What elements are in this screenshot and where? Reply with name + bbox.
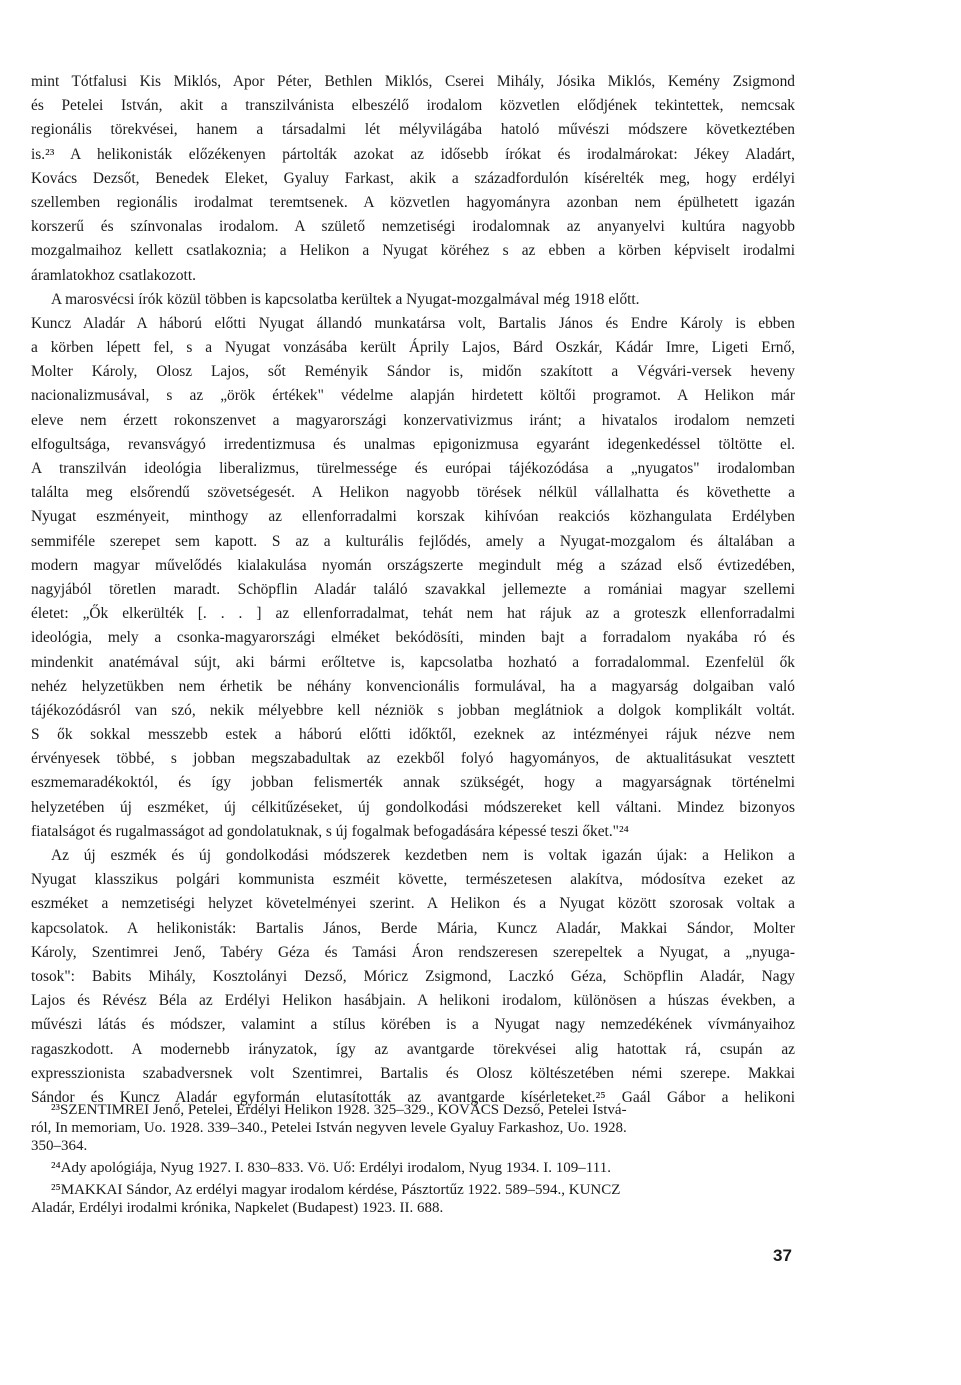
body-line: fiatalságot és rugalmasságot ad gondolatuknak, s új fogalmak befogadására képessé teszi őket."²⁴ — [31, 822, 629, 840]
body-line: S ők sokkal messzebb estek a háború előtti időktől, ezeknek az intézményei rájuk nézve nem — [31, 726, 795, 744]
body-line: érvényesek többé, s jobban megszabadultak az ezekből folyó hagyományos, de aktualitásukat vesztett — [31, 750, 795, 768]
page-number: 37 — [773, 1246, 792, 1265]
body-line: ragaszkodott. A modernebb irányzatok, így az avantgarde törekvései alig hatottak rá, csupán az — [31, 1040, 795, 1058]
body-line: kapcsolatok. A helikonisták: Bartalis János, Berde Mária, Kuncz Aladár, Makkai Sándor, Molter — [31, 919, 795, 937]
body-line: áramlatokhoz csatlakozott. — [31, 266, 196, 284]
footnote-23: ²³SZENTIMREI Jenő, Petelei, Erdélyi Helikon 1928. 325–329., KOVÁCS Dezső, Petelei Istvá- — [51, 1102, 627, 1118]
body-line: modern magyar művelődés kialakulása nyomán országszerte megindult még a század első évtizedében, — [31, 556, 795, 574]
body-line: Lajos és Révész Béla az Erdélyi Helikon hasábjain. A helikoni irodalom, különösen a húszas években, a — [31, 992, 795, 1010]
body-line: helyzetében új eszméket, új célkitűzéseket, új gondolkodási módszereket kell váltani. Mindez bizonyos — [31, 798, 795, 816]
body-line: szellemben regionális irodalmat teremtsenek. A közvetlen hagyományra azonban nem épülhetett igazán — [31, 193, 795, 211]
body-line: nehéz helyzetükben nem érhetik be néhány konvencionális formulával, ha a magyarság dolgaiban való — [31, 677, 795, 695]
body-line: Kuncz Aladár A háború előtti Nyugat állandó munkatársa volt, Bartalis János és Endre Károly is ebben — [31, 314, 795, 332]
main-text-block — [31, 70, 795, 1134]
footnotes — [31, 1101, 795, 1217]
body-line: életet: „Ők elkerülték [. . . ] az ellenforradalmat, tehát nem hat rájuk az a groteszk ellenforradalmi — [31, 605, 795, 623]
body-line: mindenkit anatémával sújt, aki bármi erőltetve is, kapcsolatba hozható a forradalommal. Ezenfelül ők — [31, 653, 795, 671]
body-line: Az új eszmék és új gondolkodási módszerek kezdetben nem is voltak igazán újak: a Helikon a — [51, 847, 795, 864]
body-line: találta meg elsőrendű szövetségesét. A Helikon nagyobb törések nélkül vállalhatta és követhette a — [31, 484, 795, 502]
body-line: a körben lépett fel, s a Nyugat vonzásába került Áprily Lajos, Bárd Oszkár, Kádár Imre, Ligeti Ernő, — [31, 339, 795, 357]
body-line: Nyugat klasszikus polgári kommunista eszméit követte, természetesen alakítva, módosítva ezeket az — [31, 871, 795, 889]
body-line: eszmemaradékoktól, és így jobban felismerték annak szükségét, hogy a magyarságnak történelmi — [31, 774, 795, 792]
footnote-24: ²⁴Ady apológiája, Nyug 1927. I. 830–833. Vö. Uő: Erdélyi irodalom, Nyug 1934. I. 109–111. — [51, 1160, 611, 1176]
footnote-25-cont: Aladár, Erdélyi irodalmi krónika, Napkelet (Budapest) 1923. II. 688. — [31, 1200, 444, 1216]
body-line: eleve nem érzett rokonszenvet a magyarországi konzervativizmus iránt; a hivatalos irodalom nemzeti — [31, 411, 795, 429]
footnote-23-cont: 350–364. — [31, 1138, 88, 1154]
body-line: tájékozódásról van szó, nekik mélyebbre kell nézniök s jobban meglátniok a dolgok komplikált voltát. — [31, 701, 795, 719]
body-line: nacionalizmusával, s az „örök értékek" védelme alapján hirdetett költői programot. A Helikon már — [31, 387, 795, 405]
body-line: és Petelei István, akit a transzilvánista elbeszélő irodalom közvetlen elődjének tekintettek, nemcsak — [31, 97, 795, 115]
body-line: regionális törekvései, hanem a társadalmi lét mélyvilágába hatoló művészi módszere következtében — [31, 121, 795, 139]
body-line: A marosvécsi írók közül többen is kapcsolatba kerültek a Nyugat-mozgalmával még 1918 előtt. — [51, 290, 640, 308]
body-line: elfogultsága, revansvágyó irredentizmusa és unalmas epigonizmusa egyaránt idegenkedéssel töltötte el. — [31, 435, 795, 453]
body-line: expresszionista szabadversnek volt Szentimrei, Bartalis és Olosz költészetében némi szerepe. Makkai — [31, 1064, 795, 1082]
body-line: korszerű és színvonalas irodalom. A születő nemzetiségi irodalomnak az anyanyelvi kultúra nagyobb — [31, 218, 795, 236]
body-line: tosok": Babits Mihály, Kosztolányi Dezső, Móricz Zsigmond, Laczkó Géza, Schöpflin Aladár, Nagy — [31, 967, 795, 985]
body-line: Nyugat eszményeit, minthogy az ellenforradalmi korszak kihívóan reakciós közhangulata Erdélyben — [31, 508, 795, 526]
body-line: Kovács Dezsőt, Benedek Eleket, Gyaluy Farkast, akik a századfordulón kísérelték meg, hogy erdélyi — [31, 169, 795, 187]
footnote-23-cont: ról, In memoriam, Uo. 1928. 339–340., Petelei István negyven levele Gyaluy Farkashoz, Uo. 1928. — [31, 1120, 627, 1136]
body-line: Sándor és Kuncz Aladár egyformán elutasították az avantgarde kísérleteket.²⁵ Gaál Gábor a helikoni — [31, 1088, 795, 1106]
body-line: semmiféle szerepet sem kapott. S az a kulturális fejlődés, amely a Nyugat-mozgalom és általában a — [31, 532, 795, 550]
body-line: eszméket a nemzetiségi helyzet követelményei szerint. A Helikon és a Nyugat között szorosak voltak a — [31, 895, 795, 913]
body-line: Károly, Szentimrei Jenő, Tabéry Géza és Tamási Áron rendszeresen szerepeltek a Nyugat, a „nyuga- — [31, 943, 795, 961]
body-line: nagyjából töretlen maradt. Schöpflin Aladár találó szavakkal jellemezte a romániai magyar szellemi — [31, 580, 795, 598]
body-line: A transzilván ideológia liberalizmus, türelmessége és európai tájékozódása a „nyugatos" irodalomban — [31, 460, 795, 477]
body-line: mint Tótfalusi Kis Miklós, Apor Péter, Bethlen Miklós, Cserei Mihály, Jósika Miklós, Kemény Zsigmond — [31, 73, 795, 90]
body-line: Molter Károly, Olosz Lajos, sőt Reményik Sándor is, midőn szakított a Végvári-versek heveny — [31, 363, 795, 381]
footnote-25: ²⁵MAKKAI Sándor, Az erdélyi magyar irodalom kérdése, Pásztortűz 1922. 589–594., KUNCZ — [51, 1182, 621, 1198]
body-line: művészi látás és módszer, valamint a stílus körében is a Nyugat nagy nemzedékének vívmányaihoz — [31, 1016, 795, 1034]
body-line: mozgalmaihoz kellett csatlakoznia; a Helikon a Nyugat köréhez s az ebben a körben képviselt irodalmi — [31, 242, 795, 260]
body-line: is.²³ A helikonisták előzékenyen pártolták azokat az idősebb írókat és irodalmárokat: Jékey Aladárt, — [31, 145, 795, 163]
body-line: ideológia, mely a csonka-magyarországi elméket bekódösíti, minden bajt a forradalom nyakába ró és — [31, 629, 795, 647]
